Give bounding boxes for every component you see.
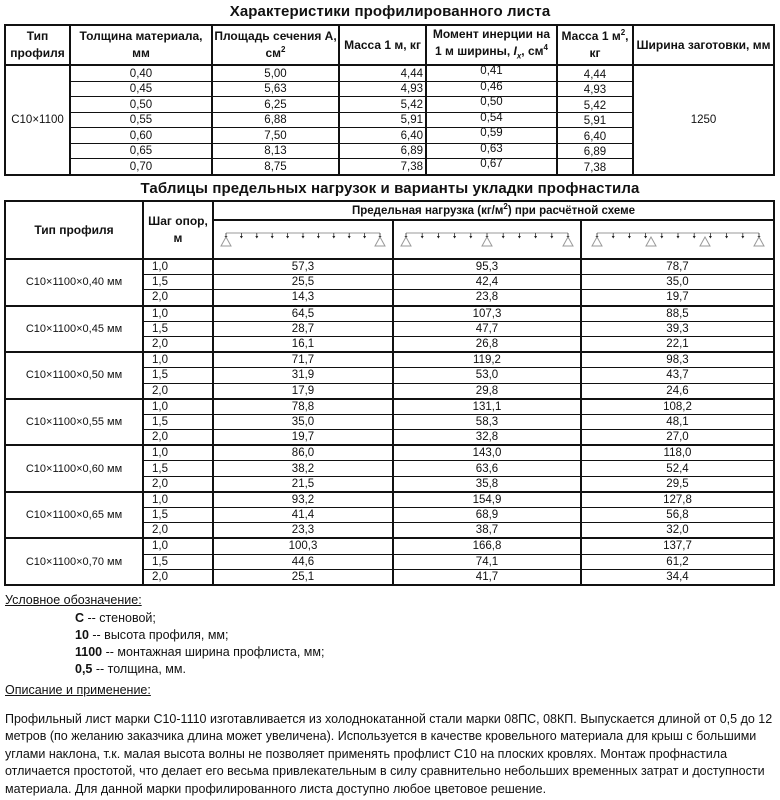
table-row	[5, 65, 774, 81]
mass-1m2-cell: 6,89	[557, 143, 633, 159]
thickness-cell: 0,45	[70, 81, 212, 97]
load-three-span-cell: 24,6	[581, 383, 774, 399]
load-two-span-cell: 29,8	[393, 383, 581, 399]
profile-cell: С10×1100×0,70 мм	[5, 538, 143, 585]
load-three-span-cell: 108,2	[581, 399, 774, 415]
legend-item: С -- стеновой;	[75, 611, 156, 625]
inertia-cell: 0,67	[426, 159, 557, 175]
span-cell: 2,0	[143, 569, 213, 585]
span-cell: 2,0	[143, 290, 213, 306]
span-cell: 1,5	[143, 275, 213, 290]
load-three-span-cell: 27,0	[581, 430, 774, 446]
span-cell: 1,0	[143, 399, 213, 415]
load-single-span-cell: 41,4	[213, 508, 393, 523]
span-cell: 1,0	[143, 445, 213, 461]
profile-cell: С10×1100×0,65 мм	[5, 492, 143, 539]
profile-cell: С10×1100×0,55 мм	[5, 399, 143, 446]
header-mass-1m: Масса 1 м, кг	[339, 25, 426, 65]
span-cell: 1,0	[143, 538, 213, 554]
header-profile-type: Тип профиля	[5, 201, 143, 259]
profile-cell: С10×1100×0,60 мм	[5, 445, 143, 492]
header-area: Площадь сечения А, $см^2$	[212, 25, 339, 65]
inertia-cell: 0,46	[426, 81, 557, 97]
load-three-span-cell: 61,2	[581, 554, 774, 569]
load-single-span-cell: 21,5	[213, 476, 393, 492]
blank-width-cell: 1250	[633, 65, 774, 175]
inertia-cell: 0,54	[426, 112, 557, 128]
table-row	[5, 259, 774, 275]
table-header-row	[5, 25, 774, 65]
scheme-single-span	[213, 220, 393, 259]
load-single-span-cell: 78,8	[213, 399, 393, 415]
mass-1m2-cell: 7,38	[557, 159, 633, 175]
two-span-beam-diagram	[398, 229, 576, 251]
span-cell: 1,0	[143, 259, 213, 275]
area-cell: 7,50	[212, 128, 339, 144]
load-three-span-cell: 137,7	[581, 538, 774, 554]
load-three-span-cell: 22,1	[581, 336, 774, 352]
area-cell: 5,63	[212, 81, 339, 97]
load-single-span-cell: 100,3	[213, 538, 393, 554]
header-load: Предельная нагрузка $(кг/м^2)$ при расчётной схеме	[213, 201, 774, 220]
scheme-three-span	[581, 220, 774, 259]
span-cell: 2,0	[143, 430, 213, 446]
load-three-span-cell: 32,0	[581, 523, 774, 539]
load-three-span-cell: 78,7	[581, 259, 774, 275]
profile-cell: С10×1100×0,40 мм	[5, 259, 143, 306]
area-cell: 6,88	[212, 112, 339, 128]
inertia-cell: 0,50	[426, 97, 557, 113]
inertia-cell: 0,63	[426, 143, 557, 159]
load-two-span-cell: 166,8	[393, 538, 581, 554]
load-single-span-cell: 93,2	[213, 492, 393, 508]
table-row	[5, 399, 774, 415]
load-two-span-cell: 53,0	[393, 368, 581, 383]
thickness-cell: 0,50	[70, 97, 212, 113]
load-single-span-cell: 57,3	[213, 259, 393, 275]
header-span: Шаг опор, м	[143, 201, 213, 259]
load-limits-table	[4, 200, 775, 586]
load-two-span-cell: 63,6	[393, 461, 581, 476]
legend-item: 0,5 -- толщина, мм.	[75, 662, 186, 676]
span-cell: 1,5	[143, 321, 213, 336]
load-two-span-cell: 32,8	[393, 430, 581, 446]
load-three-span-cell: 48,1	[581, 414, 774, 429]
load-two-span-cell: 58,3	[393, 414, 581, 429]
load-three-span-cell: 56,8	[581, 508, 774, 523]
mass-1m-cell: 7,38	[339, 159, 426, 175]
header-thickness: Толщина материала, мм	[70, 25, 212, 65]
three-span-beam-diagram	[589, 229, 767, 251]
load-two-span-cell: 41,7	[393, 569, 581, 585]
load-two-span-cell: 131,1	[393, 399, 581, 415]
load-two-span-cell: 95,3	[393, 259, 581, 275]
load-single-span-cell: 25,1	[213, 569, 393, 585]
span-cell: 2,0	[143, 476, 213, 492]
span-cell: 1,5	[143, 414, 213, 429]
load-single-span-cell: 25,5	[213, 275, 393, 290]
profile-cell: С10×1100×0,45 мм	[5, 306, 143, 353]
load-three-span-cell: 39,3	[581, 321, 774, 336]
mass-1m2-cell: 6,40	[557, 128, 633, 144]
load-three-span-cell: 127,8	[581, 492, 774, 508]
single-span-beam-diagram	[218, 229, 388, 251]
span-cell: 1,0	[143, 352, 213, 368]
load-single-span-cell: 16,1	[213, 336, 393, 352]
thickness-cell: 0,70	[70, 159, 212, 175]
load-single-span-cell: 44,6	[213, 554, 393, 569]
mass-1m-cell: 6,89	[339, 143, 426, 159]
area-cell: 6,25	[212, 97, 339, 113]
load-three-span-cell: 19,7	[581, 290, 774, 306]
legend-title: Условное обозначение:	[5, 593, 142, 607]
load-two-span-cell: 143,0	[393, 445, 581, 461]
profile-characteristics-table	[4, 24, 775, 176]
table1-title: Характеристики профилированного листа	[229, 3, 551, 20]
area-cell: 8,75	[212, 159, 339, 175]
load-two-span-cell: 68,9	[393, 508, 581, 523]
load-two-span-cell: 47,7	[393, 321, 581, 336]
span-cell: 1,0	[143, 306, 213, 322]
load-two-span-cell: 42,4	[393, 275, 581, 290]
table2-title: Таблицы предельных нагрузок и варианты укладки профнастила	[140, 180, 640, 197]
mass-1m-cell: 6,40	[339, 128, 426, 144]
mass-1m2-cell: 4,44	[557, 65, 633, 81]
load-two-span-cell: 154,9	[393, 492, 581, 508]
load-single-span-cell: 38,2	[213, 461, 393, 476]
profile-cell: С10×1100	[5, 65, 70, 175]
header-mass-1m2: Масса 1 $м^2$, кг	[557, 25, 633, 65]
span-cell: 1,5	[143, 508, 213, 523]
load-three-span-cell: 29,5	[581, 476, 774, 492]
load-three-span-cell: 35,0	[581, 275, 774, 290]
load-single-span-cell: 28,7	[213, 321, 393, 336]
profile-cell: С10×1100×0,50 мм	[5, 352, 143, 399]
load-two-span-cell: 107,3	[393, 306, 581, 322]
load-single-span-cell: 64,5	[213, 306, 393, 322]
load-three-span-cell: 43,7	[581, 368, 774, 383]
mass-1m-cell: 5,42	[339, 97, 426, 113]
span-cell: 1,5	[143, 461, 213, 476]
load-single-span-cell: 71,7	[213, 352, 393, 368]
load-single-span-cell: 19,7	[213, 430, 393, 446]
load-three-span-cell: 52,4	[581, 461, 774, 476]
mass-1m2-cell: 5,91	[557, 112, 633, 128]
scheme-two-span	[393, 220, 581, 259]
thickness-cell: 0,40	[70, 65, 212, 81]
thickness-cell: 0,60	[70, 128, 212, 144]
mass-1m2-cell: 4,93	[557, 81, 633, 97]
table-row	[5, 306, 774, 322]
load-single-span-cell: 23,3	[213, 523, 393, 539]
load-single-span-cell: 17,9	[213, 383, 393, 399]
legend-item: 10 -- высота профиля, мм;	[75, 628, 229, 642]
load-three-span-cell: 34,4	[581, 569, 774, 585]
header-blank-width: Ширина заготовки, мм	[633, 25, 774, 65]
load-three-span-cell: 98,3	[581, 352, 774, 368]
area-cell: 5,00	[212, 65, 339, 81]
span-cell: 1,0	[143, 492, 213, 508]
load-two-span-cell: 74,1	[393, 554, 581, 569]
description-title: Описание и применение:	[5, 683, 151, 697]
span-cell: 2,0	[143, 336, 213, 352]
area-cell: 8,13	[212, 143, 339, 159]
span-cell: 1,5	[143, 554, 213, 569]
load-single-span-cell: 14,3	[213, 290, 393, 306]
span-cell: 1,5	[143, 368, 213, 383]
mass-1m2-cell: 5,42	[557, 97, 633, 113]
thickness-cell: 0,65	[70, 143, 212, 159]
span-cell: 2,0	[143, 523, 213, 539]
load-two-span-cell: 23,8	[393, 290, 581, 306]
header-inertia: Момент инерции на 1 м ширины, $I_x$, $см^4$	[426, 25, 557, 65]
load-three-span-cell: 118,0	[581, 445, 774, 461]
load-single-span-cell: 31,9	[213, 368, 393, 383]
inertia-cell: 0,59	[426, 128, 557, 144]
load-three-span-cell: 88,5	[581, 306, 774, 322]
mass-1m-cell: 4,44	[339, 65, 426, 81]
inertia-cell: 0,41	[426, 65, 557, 81]
load-two-span-cell: 26,8	[393, 336, 581, 352]
mass-1m-cell: 5,91	[339, 112, 426, 128]
load-single-span-cell: 35,0	[213, 414, 393, 429]
thickness-cell: 0,55	[70, 112, 212, 128]
load-single-span-cell: 86,0	[213, 445, 393, 461]
span-cell: 2,0	[143, 383, 213, 399]
mass-1m-cell: 4,93	[339, 81, 426, 97]
table-row	[5, 538, 774, 554]
header-profile-type: Тип профиля	[5, 25, 70, 65]
table-row	[5, 492, 774, 508]
load-two-span-cell: 38,7	[393, 523, 581, 539]
legend-list	[75, 610, 324, 678]
table-row	[5, 445, 774, 461]
load-two-span-cell: 35,8	[393, 476, 581, 492]
description-text: Профильный лист марки С10-1110 изготавливается из холоднокатанной стали марки 08ПС, 08КП. Выпускается длиной от 0,5 до 12 метров (по желанию заказчика длина может увеличена). Используется в качестве кровельного материала для крыш с большими углами наклона, т.к. малая высота волны не позволяет применять профлист С10 на плоских кровлях. Монтаж профнастила отличается простотой, что делает его весьма привлекательным в силу сравнительно небольших временных затрат и доступности материала. Для данной марки профилированного листа доступно любое цветовое решение.	[5, 712, 773, 796]
load-two-span-cell: 119,2	[393, 352, 581, 368]
table-row	[5, 352, 774, 368]
legend-item: 1100 -- монтажная ширина профлиста, мм;	[75, 645, 325, 659]
